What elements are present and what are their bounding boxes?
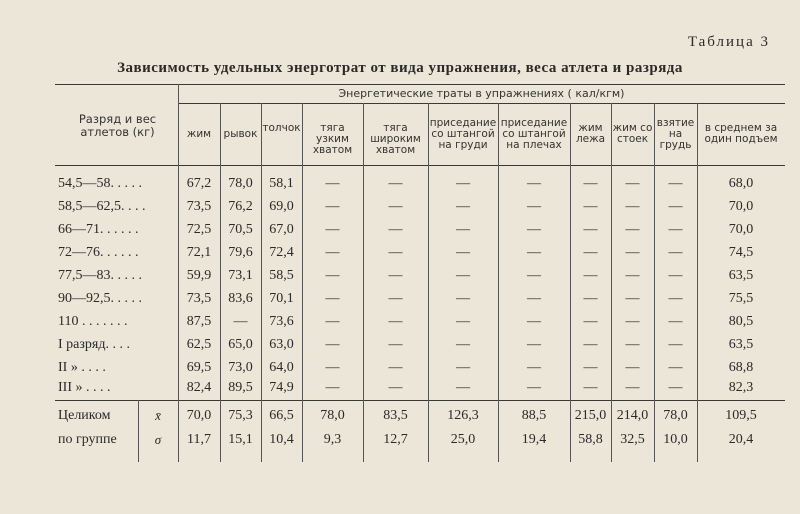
row-label: 77,5—83. . . . . [58, 268, 142, 283]
table-cell: 74,9 [269, 380, 294, 395]
summary-cell: 75,3 [228, 408, 253, 423]
table-cell: — [583, 199, 598, 214]
summary-cell: 10,4 [269, 432, 294, 447]
summary-cell: 32,5 [620, 432, 645, 447]
table-cell: — [388, 360, 403, 375]
rule-top [55, 84, 785, 85]
table-cell: — [625, 291, 640, 306]
summary-cell: 25,0 [450, 432, 476, 447]
table-cell: — [456, 337, 470, 352]
table-cell: 73,6 [269, 314, 294, 329]
summary-cell: 88,5 [521, 408, 547, 423]
table-cell: — [527, 314, 541, 329]
row-label: 54,5—58. . . . . [58, 176, 142, 191]
table-cell: — [625, 199, 640, 214]
summary-cell: 19,4 [521, 432, 547, 447]
table-caption: Таблица 3 [687, 34, 770, 50]
table-cell: — [527, 337, 541, 352]
table-cell: — [388, 268, 403, 283]
table-cell: — [625, 380, 640, 395]
table-cell: 75,5 [728, 291, 754, 306]
table-cell: 67,2 [186, 176, 212, 191]
row-label: 66—71. . . . . . [58, 222, 139, 237]
table-cell: — [325, 360, 340, 375]
table-cell: — [325, 291, 340, 306]
table-cell: — [388, 222, 403, 237]
table-cell: 72,5 [186, 222, 212, 237]
table-cell: — [325, 222, 340, 237]
table-cell: — [527, 222, 541, 237]
table-cell: 58,1 [269, 176, 294, 191]
table-cell: — [388, 291, 403, 306]
table-cell: — [625, 176, 640, 191]
table-cell: — [456, 380, 470, 395]
summary-cell: 15,1 [228, 432, 253, 447]
table-cell: — [583, 337, 598, 352]
column-header: тяга узким хватом [312, 122, 353, 156]
table-cell: 65,0 [228, 337, 253, 352]
table-title: Зависимость удельных энерготрат от вида упражнения, веса атлета и разряда [117, 60, 683, 76]
summary-cell: 10,0 [663, 432, 688, 447]
table-cell: — [625, 337, 640, 352]
column-header: жим лежа [575, 122, 606, 145]
column-header: тяга широким хватом [370, 122, 421, 156]
table-cell: — [668, 337, 683, 352]
table-cell: — [325, 176, 340, 191]
table-cell: — [583, 245, 598, 260]
table-cell: — [625, 245, 640, 260]
table-cell: — [625, 314, 640, 329]
table-cell: — [456, 176, 470, 191]
table-cell: 80,5 [728, 314, 754, 329]
column-header: толчок [262, 122, 301, 134]
table-cell: — [527, 199, 541, 214]
table-cell: 74,5 [728, 245, 754, 260]
table-cell: — [456, 199, 470, 214]
summary-cell: 78,0 [320, 408, 345, 423]
separator-symbol-col [138, 400, 139, 462]
table-cell: — [583, 268, 598, 283]
table-cell: — [388, 245, 403, 260]
table-cell: — [527, 380, 541, 395]
table-cell: — [456, 222, 470, 237]
table-cell: 82,3 [728, 380, 754, 395]
table-cell: 68,8 [728, 360, 754, 375]
table-cell: 69,0 [269, 199, 294, 214]
summary-cell: 66,5 [269, 408, 294, 423]
summary-cell: 12,7 [383, 432, 408, 447]
summary-cell: 215,0 [574, 408, 607, 423]
column-header: взятие на грудь [656, 116, 695, 151]
table-cell: — [583, 176, 598, 191]
table-cell: — [668, 245, 683, 260]
summary-symbol: x̄ [155, 408, 161, 423]
table-cell: — [527, 176, 541, 191]
row-header: Разряд и вес атлетов (кг) [78, 112, 157, 139]
table-cell: 59,9 [186, 268, 212, 283]
table-cell: — [388, 314, 403, 329]
table-cell: — [456, 360, 470, 375]
table-cell: 83,6 [228, 291, 253, 306]
summary-cell: 20,4 [728, 432, 754, 447]
table-cell: 63,0 [269, 337, 294, 352]
table-cell: 87,5 [186, 314, 212, 329]
column-header: в среднем за один подъем [704, 122, 778, 145]
table-cell: — [668, 176, 683, 191]
table-cell: 73,0 [228, 360, 253, 375]
row-label: 110 . . . . . . . [58, 314, 128, 329]
summary-cell: 58,8 [578, 432, 603, 447]
summary-symbol: σ [154, 432, 162, 447]
column-header: жим [186, 127, 212, 140]
row-label: III » . . . . [58, 380, 111, 395]
table-cell: 72,4 [269, 245, 294, 260]
summary-cell: 126,3 [447, 408, 479, 423]
table-cell: — [668, 314, 683, 329]
table-cell: 73,5 [186, 199, 212, 214]
table-cell: — [388, 199, 403, 214]
table-cell: — [527, 360, 541, 375]
table-cell: 70,5 [228, 222, 253, 237]
table-cell: — [668, 199, 683, 214]
table-cell: 67,0 [269, 222, 294, 237]
summary-cell: 70,0 [186, 408, 212, 423]
table-cell: 73,1 [228, 268, 253, 283]
summary-label: Целиком [58, 408, 111, 423]
table-cell: — [527, 245, 541, 260]
row-label: I разряд. . . . [58, 337, 130, 352]
table-cell: — [325, 337, 340, 352]
table-cell: 79,6 [228, 245, 253, 260]
column-header: приседание со штангой на плечах [500, 116, 568, 151]
summary-cell: 109,5 [725, 408, 757, 423]
table-cell: — [583, 380, 598, 395]
table-cell: 73,5 [186, 291, 212, 306]
table-cell: 82,4 [186, 380, 212, 395]
table-cell: — [583, 291, 598, 306]
table-cell: — [668, 222, 683, 237]
table-cell: 69,5 [186, 360, 212, 375]
table-cell: — [388, 337, 403, 352]
table-cell: — [583, 314, 598, 329]
table-cell: — [583, 360, 598, 375]
table-cell: 89,5 [228, 380, 253, 395]
table-cell: 68,0 [728, 176, 754, 191]
column-header: жим со стоек [612, 122, 653, 145]
table-cell: — [325, 199, 340, 214]
row-label: II » . . . . [58, 360, 106, 375]
table-cell: — [456, 291, 470, 306]
table-cell: — [388, 176, 403, 191]
rule-body-bottom [55, 400, 785, 401]
table-cell: — [325, 245, 340, 260]
table-cell: 78,0 [228, 176, 253, 191]
summary-cell: 11,7 [187, 432, 211, 447]
table-cell: — [668, 268, 683, 283]
table-cell: — [233, 314, 248, 329]
table-cell: — [325, 380, 340, 395]
table-cell: — [668, 360, 683, 375]
row-label: 72—76. . . . . . [58, 245, 139, 260]
rule-header-bottom [55, 165, 785, 166]
group-header: Энергетические траты в упражнениях ( кал/кгм) [338, 87, 625, 100]
row-label: 90—92,5. . . . . [58, 291, 142, 306]
table-cell: — [527, 268, 541, 283]
summary-cell: 78,0 [663, 408, 688, 423]
table-cell: — [625, 360, 640, 375]
table-cell: — [456, 268, 470, 283]
table-cell: — [668, 380, 683, 395]
table-cell: — [625, 268, 640, 283]
summary-cell: 214,0 [616, 408, 649, 423]
summary-cell: 83,5 [383, 408, 408, 423]
column-header: приседание со штангой на груди [429, 116, 497, 151]
table-cell: 70,0 [728, 222, 754, 237]
table-cell: 76,2 [228, 199, 253, 214]
column-header: рывок [223, 127, 258, 140]
summary-label: по группе [58, 432, 117, 447]
table-cell: — [527, 291, 541, 306]
table-cell: — [456, 245, 470, 260]
table-cell: 63,5 [728, 268, 754, 283]
table-cell: 64,0 [269, 360, 294, 375]
table-cell: 58,5 [269, 268, 294, 283]
table-cell: — [325, 314, 340, 329]
table-cell: 70,1 [269, 291, 294, 306]
table-cell: 63,5 [728, 337, 754, 352]
table-cell: — [668, 291, 683, 306]
table-cell: — [583, 222, 598, 237]
table-cell: — [456, 314, 470, 329]
table-cell: 72,1 [186, 245, 212, 260]
summary-cell: 9,3 [323, 432, 342, 447]
table-cell: — [625, 222, 640, 237]
table-cell: — [325, 268, 340, 283]
table-cell: 70,0 [728, 199, 754, 214]
rule-group [178, 103, 785, 104]
row-label: 58,5—62,5. . . . [58, 199, 146, 214]
table-cell: — [388, 380, 403, 395]
table-cell: 62,5 [186, 337, 212, 352]
